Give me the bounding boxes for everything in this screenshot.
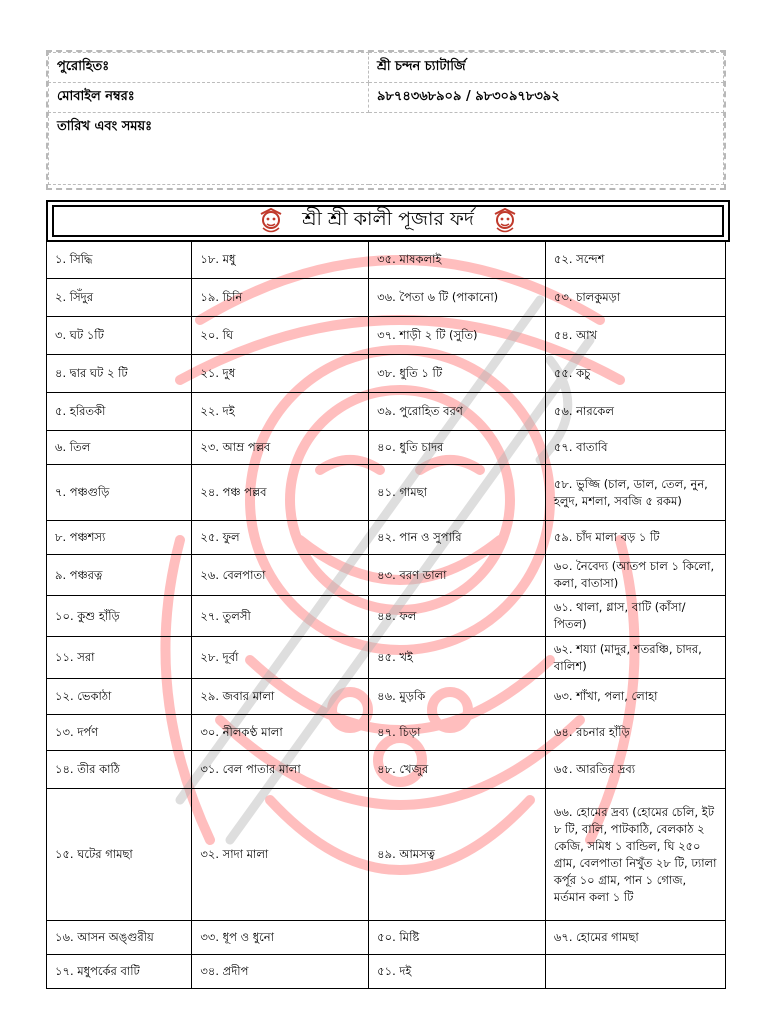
table-row	[47, 465, 726, 521]
item-cell: ১. সিদ্ধি	[47, 241, 192, 279]
table-row	[47, 789, 726, 921]
goddess-left-icon	[258, 208, 284, 234]
item-cell: ১৪. তীর কাঠি	[47, 751, 192, 789]
item-cell: ৩১. বেল পাতার মালা	[192, 751, 369, 789]
table-row	[47, 393, 726, 431]
table-row	[47, 241, 726, 279]
item-cell: ৫৪. আখ	[545, 317, 725, 355]
item-cell: ১৮. মধু	[192, 241, 369, 279]
item-cell: ২. সিঁদুর	[47, 279, 192, 317]
item-cell: ১২. ভেকাঠা	[47, 679, 192, 715]
table-row	[47, 355, 726, 393]
item-cell: ৪৮. খেজুর	[369, 751, 546, 789]
item-cell: ২২. দই	[192, 393, 369, 431]
item-cell: ৬. তিল	[47, 431, 192, 465]
item-cell: ৪০. ধুতি চাদর	[369, 431, 546, 465]
item-cell: ৫৭. বাতাবি	[545, 431, 725, 465]
item-cell: ৪২. পান ও সুপারি	[369, 521, 546, 555]
table-row	[47, 751, 726, 789]
item-cell: ৩৯. পুরোহিত বরণ	[369, 393, 546, 431]
item-cell: ৩৮. ধুতি ১ টি	[369, 355, 546, 393]
header-info-box	[46, 50, 726, 190]
item-cell: ৩৩. ধূপ ও ধুনো	[192, 921, 369, 955]
priest-name: শ্রী চন্দন চ্যাটার্জি	[369, 53, 724, 83]
table-row	[47, 555, 726, 596]
item-cell: ৩৫. মাষকলাই	[369, 241, 546, 279]
item-cell: ১০. কুশু হাঁড়ি	[47, 596, 192, 637]
item-cell: ৯. পঞ্চরত্ন	[47, 555, 192, 596]
item-cell: ৩৪. প্রদীপ	[192, 955, 369, 989]
item-cell: ২৭. তুলসী	[192, 596, 369, 637]
table-row	[47, 955, 726, 989]
item-cell: ৫০. মিষ্টি	[369, 921, 546, 955]
item-cell: ৬৪. রচনার হাঁড়ি	[545, 715, 725, 751]
item-cell: ১৫. ঘটের গামছা	[47, 789, 192, 921]
table-row	[47, 317, 726, 355]
item-cell: ৫২. সন্দেশ	[545, 241, 725, 279]
item-cell: ৪১. গামছা	[369, 465, 546, 521]
item-cell: ৪. দ্বার ঘট ২ টি	[47, 355, 192, 393]
item-cell: ১৬. আসন অঙ্গুরীয়	[47, 921, 192, 955]
item-cell: ২৯. জবার মালা	[192, 679, 369, 715]
item-cell: ৫৮. ভুজ্জি (চাল, ডাল, তেল, নুন, হলুদ, মশলা, সবজি ৫ রকম)	[545, 465, 725, 521]
item-cell: ২০. ঘি	[192, 317, 369, 355]
item-cell: ৫. হরিতকী	[47, 393, 192, 431]
item-cell: ৫৯. চাঁদ মালা বড় ১ টি	[545, 521, 725, 555]
item-cell: ৪৪. ফল	[369, 596, 546, 637]
item-cell: ১৭. মধুপর্কের বাটি	[47, 955, 192, 989]
item-cell: ৬৬. হোমের দ্রব্য (হোমের চেলি, ইট ৮ টি, বালি, পাটকাঠি, বেলকাঠ ২ কেজি, সমিধ ১ বান্ডিল, ঘি ২৫০ গ্রাম, বেলপাতা নিখুঁত ২৮ টি, ঢ্যালা কর্পূর ১০ গ্রাম, পান ১ গোজ, মর্তমান কলা ১ টি	[545, 789, 725, 921]
item-cell: ২৫. ফুল	[192, 521, 369, 555]
table-row	[47, 431, 726, 465]
page-title: শ্রী শ্রী কালী পূজার ফর্দ	[302, 208, 474, 230]
puja-items-table	[46, 240, 726, 989]
mobile-label: মোবাইল নম্বরঃ	[49, 83, 369, 113]
item-cell: ১১. সরা	[47, 637, 192, 679]
item-cell: ৬৭. হোমের গামছা	[545, 921, 725, 955]
title-bar	[46, 200, 730, 242]
item-cell: ২১. দুধ	[192, 355, 369, 393]
item-cell: ২৪. পঞ্চ পল্লব	[192, 465, 369, 521]
table-row	[47, 637, 726, 679]
item-cell: ৪৫. খই	[369, 637, 546, 679]
item-cell: ২৬. বেলপাতা	[192, 555, 369, 596]
datetime-label: তারিখ এবং সময়ঃ	[49, 113, 724, 185]
item-cell: ৪৭. চিড়া	[369, 715, 546, 751]
item-cell: ৩. ঘট ১টি	[47, 317, 192, 355]
item-cell: ১৩. দর্পণ	[47, 715, 192, 751]
priest-label: পুরোহিতঃ	[49, 53, 369, 83]
item-cell: ৬২. শয্যা (মাদুর, শতরঞ্চি, চাদর, বালিশ)	[545, 637, 725, 679]
item-cell: ৪৩. বরণ ডালা	[369, 555, 546, 596]
table-row	[47, 921, 726, 955]
item-cell: ৩৭. শাড়ী ২ টি (সুতি)	[369, 317, 546, 355]
item-cell: ৭. পঞ্চগুড়ি	[47, 465, 192, 521]
item-cell: ৬১. থালা, গ্লাস, বাটি (কাঁসা/পিতল)	[545, 596, 725, 637]
item-cell: ৬০. নৈবেদ্য (আতপ চাল ১ কিলো, কলা, বাতাসা)	[545, 555, 725, 596]
table-row	[47, 596, 726, 637]
item-cell: ৫৩. চালকুমড়া	[545, 279, 725, 317]
item-cell: ৮. পঞ্চশস্য	[47, 521, 192, 555]
item-cell: ২৮. দূর্বা	[192, 637, 369, 679]
item-cell: ২৩. আম্র পল্লব	[192, 431, 369, 465]
item-cell: ৪৯. আমসত্ব	[369, 789, 546, 921]
item-cell: ৩৬. পৈতা ৬ টি (পাকানো)	[369, 279, 546, 317]
item-cell: ১৯. চিনি	[192, 279, 369, 317]
table-row	[47, 279, 726, 317]
item-cell: ৬৩. শাঁখা, পলা, লোহা	[545, 679, 725, 715]
item-cell: ৫৬. নারকেল	[545, 393, 725, 431]
item-cell: ৬৫. আরতির দ্রব্য	[545, 751, 725, 789]
item-cell: ৫৫. কচু	[545, 355, 725, 393]
item-cell	[545, 955, 725, 989]
item-cell: ৩০. নীলকণ্ঠ মালা	[192, 715, 369, 751]
table-row	[47, 521, 726, 555]
item-cell: ৫১. দই	[369, 955, 546, 989]
item-cell: ৪৬. মুড়কি	[369, 679, 546, 715]
goddess-right-icon	[492, 208, 518, 234]
mobile-value: ৯৮৭৪৩৬৮৯০৯ / ৯৮৩০৯৭৮৩৯২	[369, 83, 724, 113]
table-row	[47, 679, 726, 715]
table-row	[47, 715, 726, 751]
item-cell: ৩২. সাদা মালা	[192, 789, 369, 921]
